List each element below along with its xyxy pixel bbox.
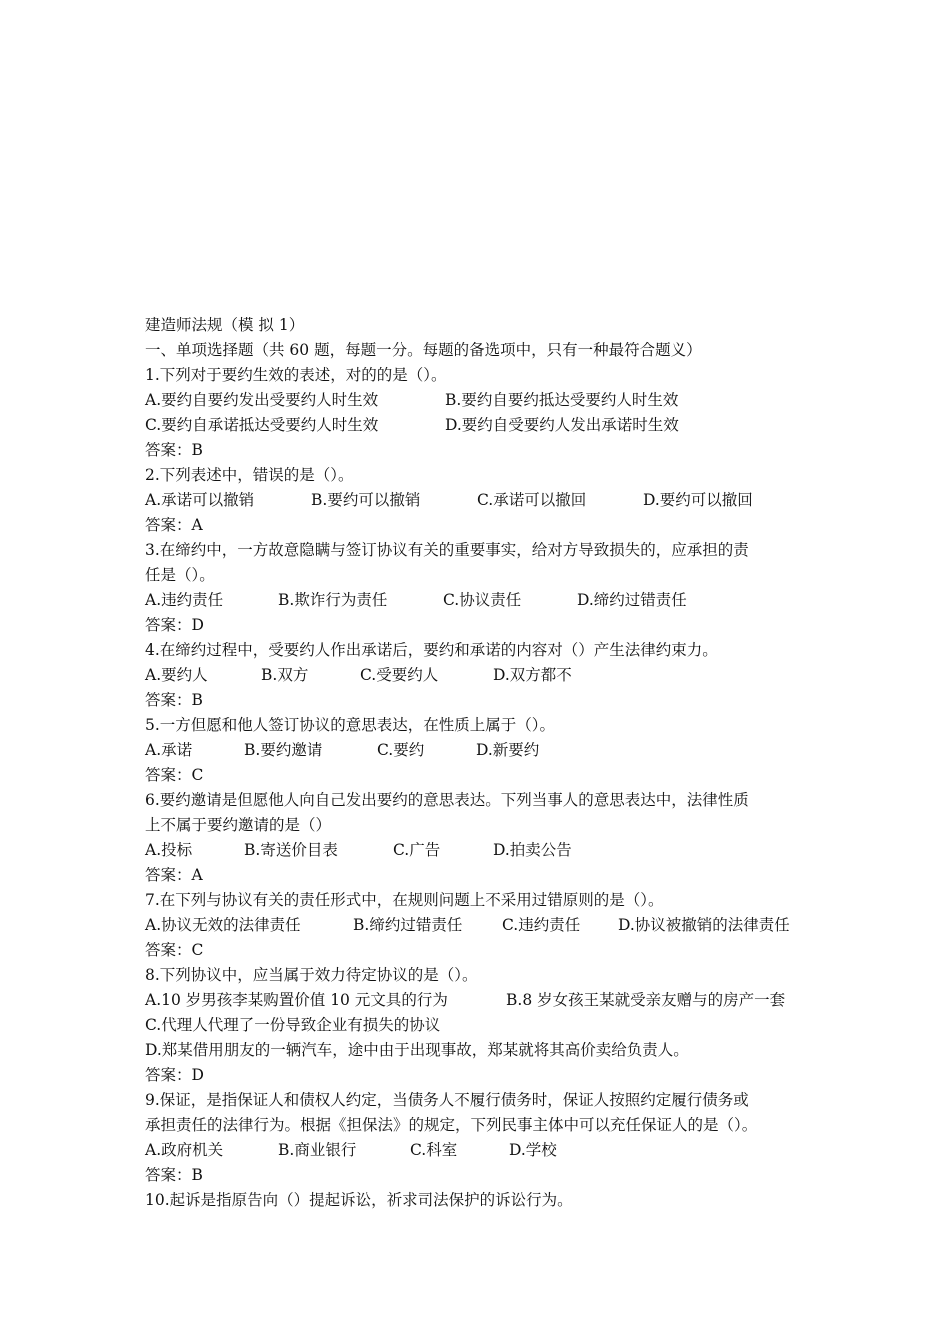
question-stem: 8.下列协议中，应当属于效力待定协议的是（）。 [145,966,478,984]
question-stem: 2.下列表述中，错误的是（）。 [145,466,354,484]
option-row [145,663,825,688]
answer-label: 答案： [145,441,192,459]
question-stem: 7.在下列与协议有关的责任形式中，在规则问题上不采用过错原则的是（）。 [145,891,664,909]
answer-line [145,863,825,888]
answer-value: D [191,1066,204,1084]
answer-line [145,688,825,713]
option-c: C.违约责任 [502,916,581,934]
option-b: B.要约邀请 [244,741,323,759]
answer-value: A [191,866,203,884]
option-c: C.代理人代理了一份导致企业有损失的协议 [145,1016,441,1034]
question-10 [145,1188,825,1213]
option-a: A.要约人 [145,666,208,684]
answer-value: D [191,616,204,634]
option-d: D.新要约 [476,741,540,759]
option-b: B.双方 [261,666,309,684]
option-d: D.双方都不 [493,666,572,684]
answer-label: 答案： [145,691,192,709]
question-stem: 4.在缔约过程中，受要约人作出承诺后，要约和承诺的内容对（）产生法律约束力。 [145,641,718,659]
option-a: A.承诺可以撤销 [145,491,255,509]
answer-line [145,438,825,463]
question-7 [145,888,825,963]
question-9 [145,1088,825,1188]
option-a: A.违约责任 [145,591,224,609]
option-b: B.缔约过错责任 [353,916,463,934]
option-row [145,838,825,863]
option-a: A.投标 [145,841,193,859]
option-b: B.要约自要约抵达受要约人时生效 [445,391,679,409]
option-d: D.郑某借用朋友的一辆汽车，途中由于出现事故，郑某就将其高价卖给负责人。 [145,1041,689,1059]
option-row [145,1013,825,1038]
option-row [145,1138,825,1163]
option-a: A.承诺 [145,741,193,759]
option-d: D.缔约过错责任 [577,591,687,609]
option-c: C.广告 [393,841,441,859]
question-stem: 6.要约邀请是但愿他人向自己发出要约的意思表达。下列当事人的意思表达中，法律性质 [145,791,749,809]
option-b: B.商业银行 [278,1141,357,1159]
option-c: C.承诺可以撤回 [477,491,587,509]
document-body [145,313,825,1213]
answer-label: 答案： [145,616,192,634]
answer-line [145,938,825,963]
question-list [145,363,825,1213]
question-stem: 10.起诉是指原告向（）提起诉讼，祈求司法保护的诉讼行为。 [145,1191,573,1209]
question-4 [145,638,825,713]
question-3 [145,538,825,638]
option-d: D.拍卖公告 [493,841,572,859]
option-row [145,738,825,763]
question-stem: 3.在缔约中，一方故意隐瞒与签订协议有关的重要事实，给对方导致损失的，应承担的责 [145,541,749,559]
answer-line [145,1163,825,1188]
option-d: D.学校 [509,1141,557,1159]
option-a: A.要约自要约发出受要约人时生效 [145,391,379,409]
option-a: A.10 岁男孩李某购置价值 10 元文具的行为 [145,991,448,1009]
question-stem: 承担责任的法律行为。根据《担保法》的规定，下列民事主体中可以充任保证人的是（）。 [145,1116,758,1134]
question-1 [145,363,825,463]
answer-value: B [191,691,203,709]
answer-line [145,613,825,638]
option-d: D.要约自受要约人发出承诺时生效 [445,416,679,434]
answer-value: A [191,516,203,534]
option-a: A.政府机关 [145,1141,224,1159]
answer-value: B [191,1166,203,1184]
option-b: B.寄送价目表 [244,841,338,859]
question-6 [145,788,825,888]
answer-label: 答案： [145,941,192,959]
answer-label: 答案： [145,1166,192,1184]
question-8 [145,963,825,1088]
document-title: 建造师法规（模 拟 1） [145,316,305,334]
answer-label: 答案： [145,1066,192,1084]
question-5 [145,713,825,788]
option-c: C.科室 [410,1141,458,1159]
answer-line [145,763,825,788]
option-c: C.受要约人 [360,666,439,684]
question-stem: 任是（）。 [145,566,215,584]
option-b: B.8 岁女孩王某就受亲友赠与的房产一套 [506,991,786,1009]
option-b: B.要约可以撤销 [311,491,421,509]
answer-line [145,513,825,538]
question-stem: 9.保证，是指保证人和债权人约定，当债务人不履行债务时，保证人按照约定履行债务或 [145,1091,749,1109]
answer-value: B [191,441,203,459]
option-row [145,413,825,438]
answer-value: C [191,766,204,784]
option-row [145,988,825,1013]
option-row [145,588,825,613]
option-row [145,913,825,938]
question-stem: 5.一方但愿和他人签订协议的意思表达，在性质上属于（）。 [145,716,556,734]
question-stem: 1.下列对于要约生效的表述，对的的是（）。 [145,366,447,384]
option-c: C.要约自承诺抵达受要约人时生效 [145,416,379,434]
answer-line [145,1063,825,1088]
option-c: C.协议责任 [443,591,522,609]
option-c: C.要约 [377,741,425,759]
section-heading: 一、单项选择题（共 60 题，每题一分。每题的备选项中，只有一种最符合题义） [145,341,702,359]
answer-label: 答案： [145,516,192,534]
option-a: A.协议无效的法律责任 [145,916,301,934]
option-b: B.欺诈行为责任 [278,591,388,609]
question-stem: 上不属于要约邀请的是（） [145,816,332,834]
option-d: D.要约可以撤回 [643,491,753,509]
option-d: D.协议被撤销的法律责任 [618,916,790,934]
option-row [145,488,825,513]
answer-label: 答案： [145,766,192,784]
option-row [145,1038,825,1063]
answer-label: 答案： [145,866,192,884]
option-row [145,388,825,413]
answer-value: C [191,941,204,959]
question-2 [145,463,825,538]
